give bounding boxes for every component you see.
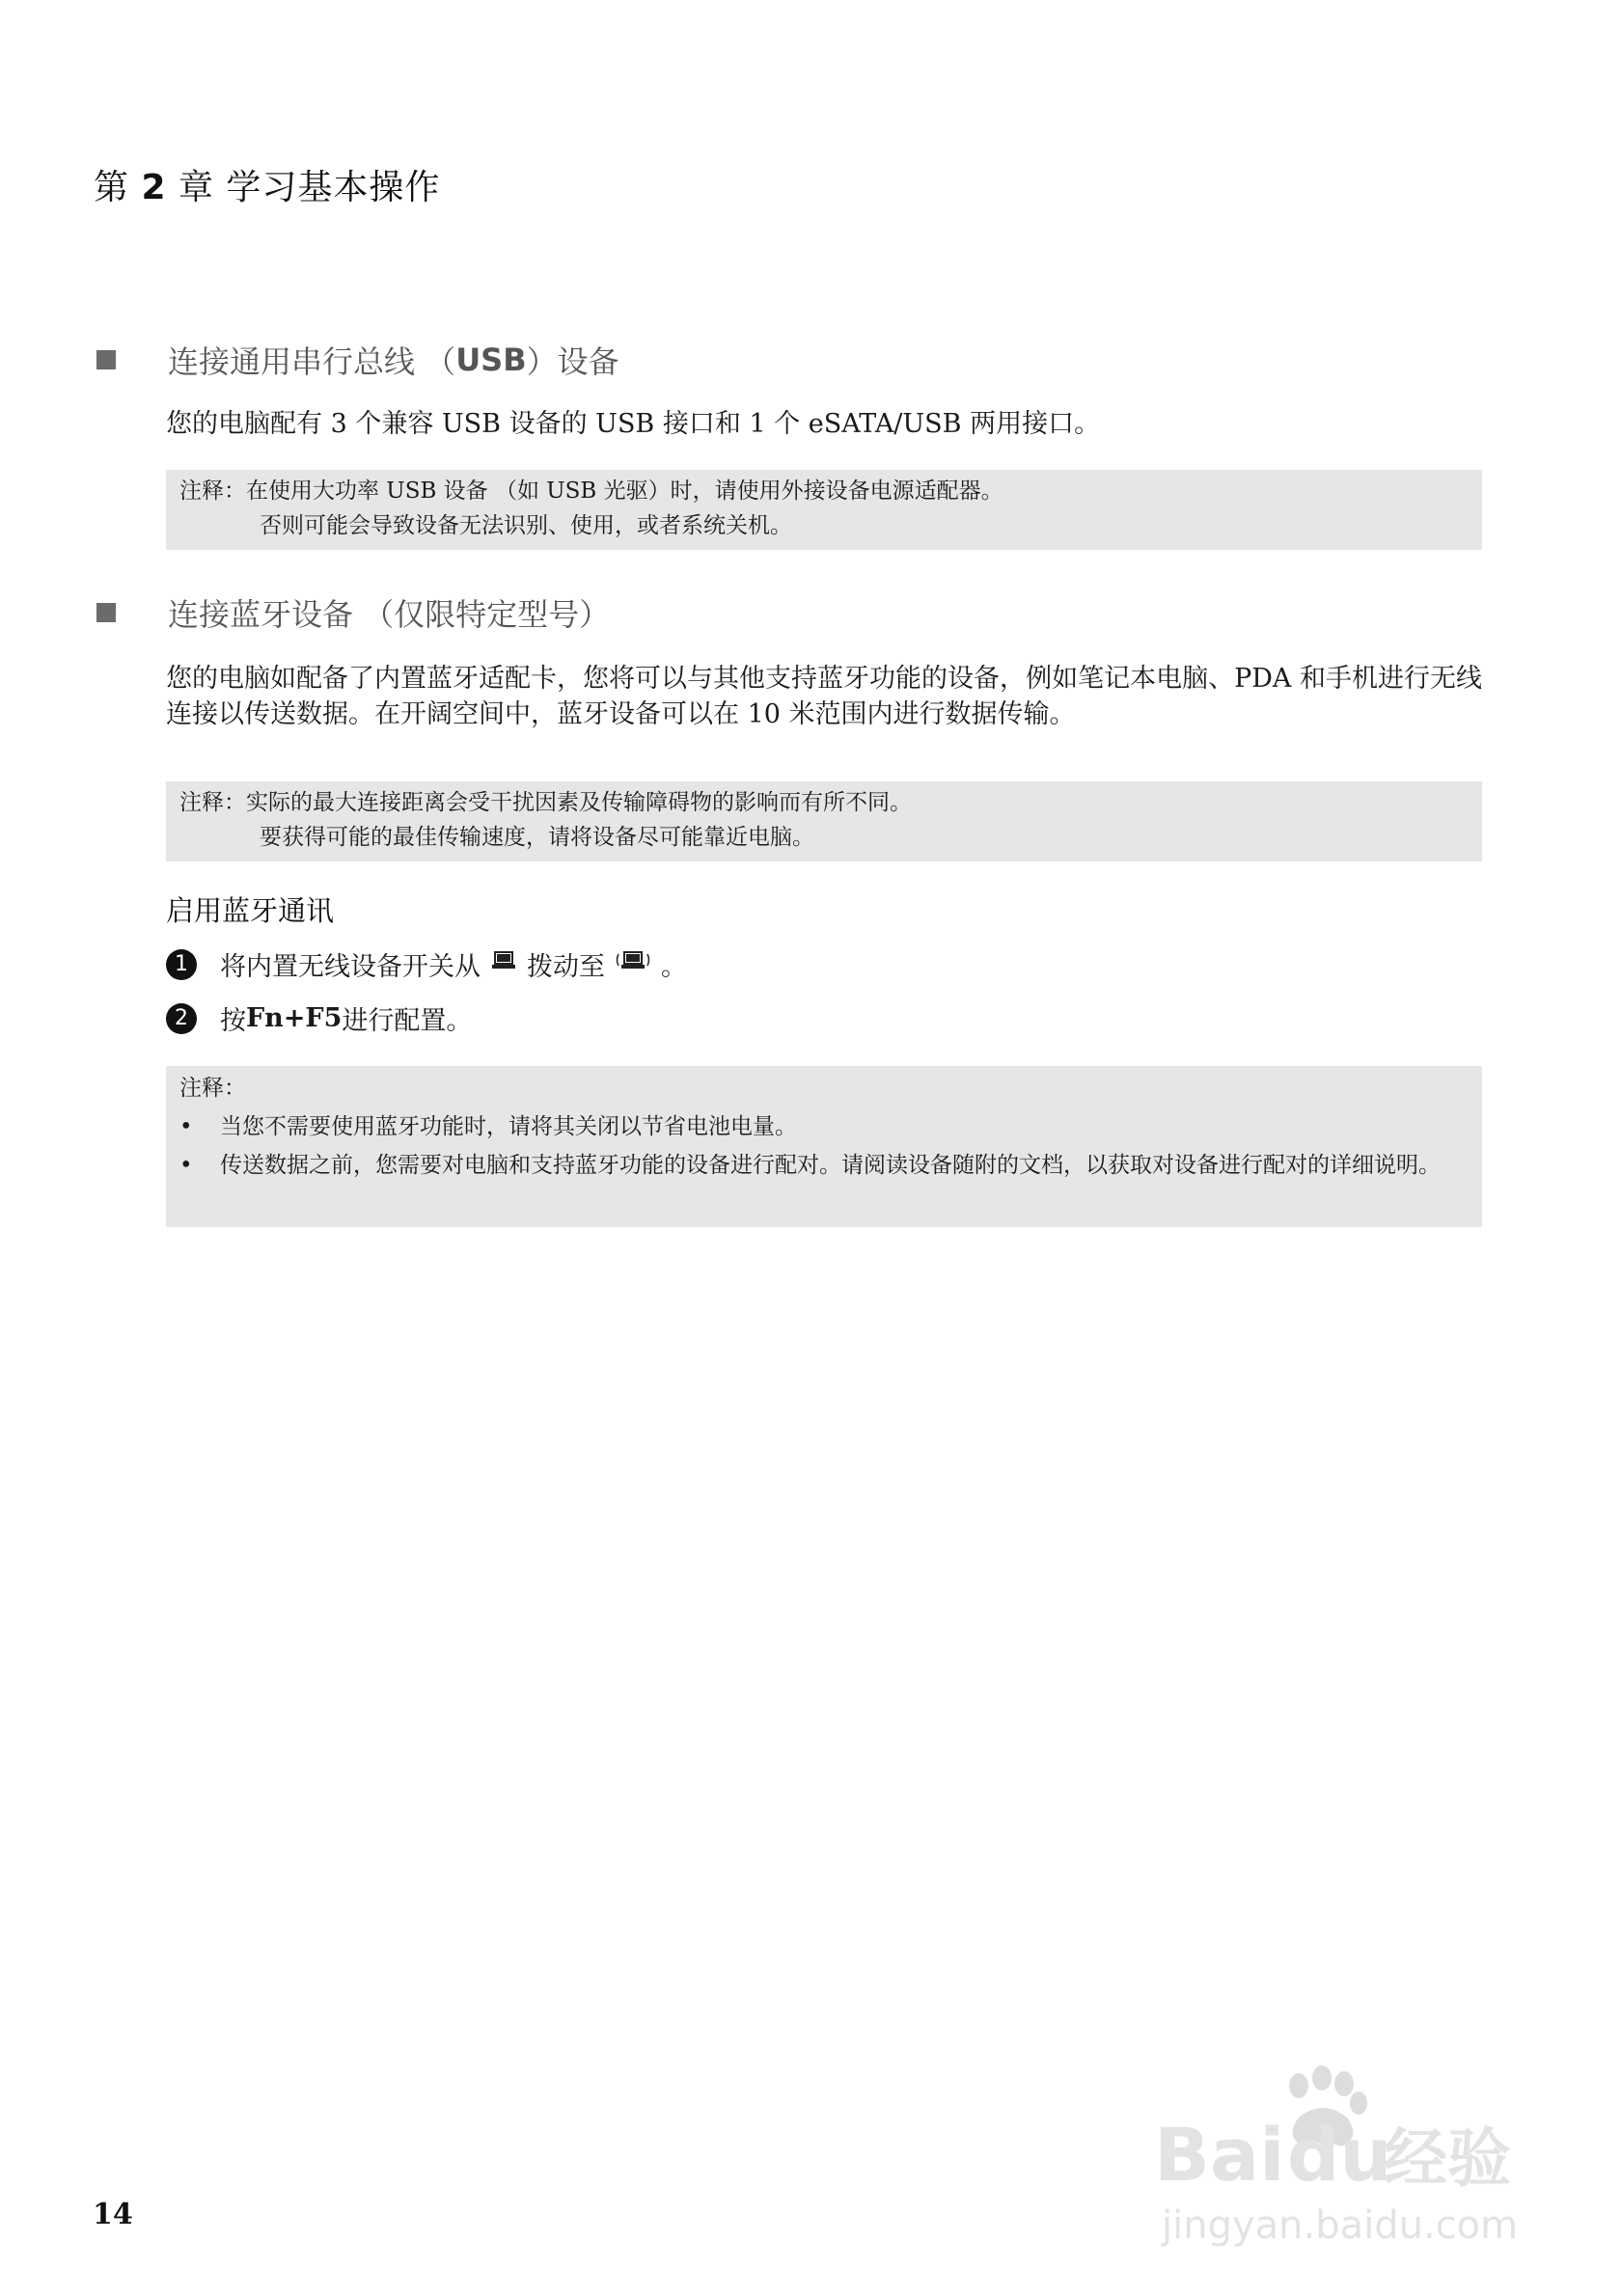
bullet-icon: • [179, 1153, 193, 1178]
usb-note-label: 注释： [179, 478, 246, 504]
step-1-text-mid: 拨动至 [527, 952, 605, 982]
usb-section-heading [96, 338, 619, 382]
enable-bluetooth-subhead: 启用蓝牙通讯 [166, 894, 335, 927]
bluetooth-title: 连接蓝牙设备 （仅限特定型号） [168, 596, 611, 633]
baidu-jingyan-watermark [1154, 2064, 1559, 2257]
list-item [166, 1109, 1459, 1144]
step-1-text-post: 。 [661, 952, 687, 982]
step-2-text-post: 进行配置。 [342, 1006, 473, 1036]
bluetooth-note-line1: 实际的最大连接距离会受干扰因素及传输障碍物的影响而有所不同。 [246, 790, 912, 815]
usb-note-line2: 否则可能会导致设备无法识别、使用，或者系统关机。 [260, 513, 792, 538]
bluetooth-note-box [166, 781, 1482, 861]
bluetooth-tips-box [166, 1066, 1482, 1227]
chapter-title [94, 160, 440, 209]
step-2-key-combo: Fn+F5 [246, 1003, 343, 1033]
bluetooth-section-heading [96, 590, 610, 635]
step-1 [166, 945, 687, 983]
watermark-url: jingyan.baidu.com [1162, 2203, 1519, 2248]
laptop-off-icon [490, 949, 517, 979]
laptop-wireless-icon [615, 949, 651, 979]
tip-text: 当您不需要使用蓝牙功能时，请将其关闭以节省电池电量。 [220, 1114, 797, 1139]
usb-title-bold: USB [455, 342, 527, 378]
usb-note-line1: 在使用大功率 USB 设备 （如 USB 光驱）时，请使用外接设备电源适配器。 [246, 478, 1003, 504]
tips-list [166, 1109, 1459, 1183]
chapter-prefix: 第 [94, 168, 130, 207]
usb-note-box [166, 470, 1482, 550]
watermark-brand: Bai [1154, 2112, 1285, 2198]
step-number-1: 1 [166, 949, 197, 980]
usb-title-pre: 连接通用串行总线 （ [168, 343, 456, 380]
tip-text: 传送数据之前，您需要对电脑和支持蓝牙功能的设备进行配对。请阅读设备随附的文档，以获取对设备进行配对的详细说明。 [220, 1153, 1441, 1178]
bluetooth-note-label: 注释： [179, 790, 246, 815]
square-bullet-icon [96, 350, 116, 369]
usb-title-post: ）设备 [526, 343, 619, 380]
usb-body: 您的电脑配有 3 个兼容 USB 设备的 USB 接口和 1 个 eSATA/USB 两用接口。 [166, 409, 1101, 439]
list-item [166, 1148, 1459, 1183]
step-number-2: 2 [166, 1003, 197, 1034]
step-1-text-pre: 将内置无线设备开关从 [220, 952, 481, 982]
square-bullet-icon [96, 603, 116, 622]
page-number: 14 [93, 2198, 133, 2231]
bluetooth-note-line2: 要获得可能的最佳传输速度，请将设备尽可能靠近电脑。 [260, 825, 814, 850]
tips-note-label: 注释： [179, 1076, 246, 1101]
chapter-number: 2 [141, 168, 167, 207]
bullet-icon: • [179, 1114, 193, 1139]
step-2 [166, 999, 472, 1037]
chapter-suffix: 章 学习基本操作 [178, 168, 441, 207]
step-2-text-pre: 按 [220, 1006, 246, 1036]
bluetooth-body: 您的电脑如配备了内置蓝牙适配卡，您将可以与其他支持蓝牙功能的设备，例如笔记本电脑、PDA 和手机进行无线连接以传送数据。在开阔空间中，蓝牙设备可以在 10 米范围内进行数据传输。 [166, 664, 1482, 729]
watermark-brand2: du [1287, 2112, 1392, 2198]
watermark-cn: 经验 [1384, 2121, 1511, 2196]
